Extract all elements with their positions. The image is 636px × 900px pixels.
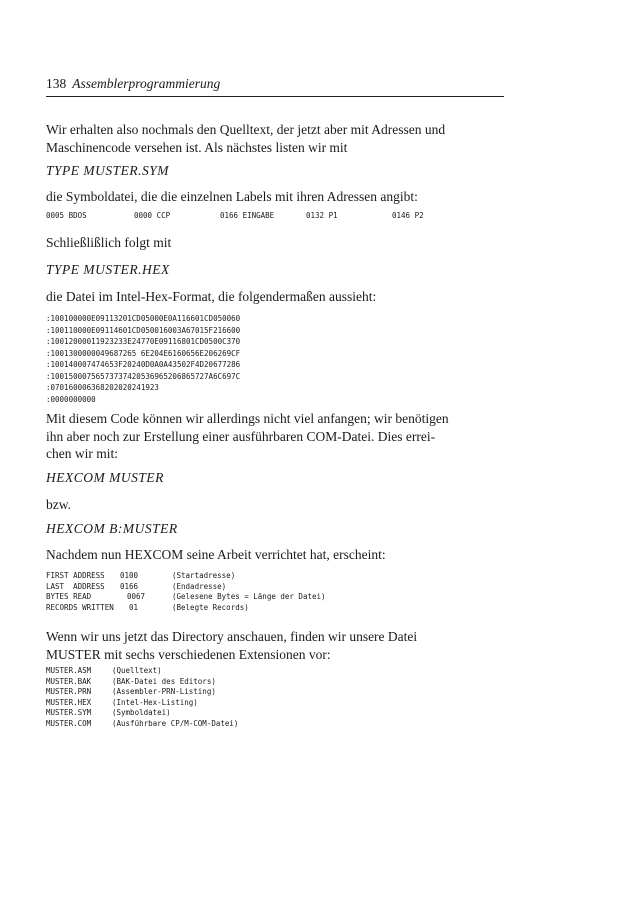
symbol-label: EINGABE [242, 211, 275, 220]
symbol-label: CCP [156, 211, 171, 220]
symbol-label: P1 [328, 211, 338, 220]
file-description: (Intel-Hex-Listing) [112, 697, 198, 707]
output-name: FIRST ADDRESS [46, 571, 105, 580]
file-description: (BAK-Datei des Editors) [112, 676, 216, 686]
output-value: 0067 [127, 592, 146, 601]
page-header [46, 76, 504, 92]
symbol-label: P2 [414, 211, 424, 220]
hex-description: die Datei im Intel-Hex-Format, die folgendermaßen aussieht: [46, 289, 377, 304]
hex-line: :1001300000049687265 6E204E6160656E206269CF [46, 348, 241, 358]
text-line: Wenn wir uns jetzt das Directory anschauen, finden wir unsere Datei [46, 629, 418, 644]
command-type-sym: TYPE MUSTER.SYM [46, 163, 170, 178]
text-line: Wir erhalten also nochmals den Quelltext, der jetzt aber mit Adressen und [46, 122, 446, 137]
hex-line: :100110000E09114601CD050016003A67015F216600 [46, 325, 241, 335]
after-hexcom-text: Nachdem nun HEXCOM seine Arbeit verrichtet hat, erscheint: [46, 547, 386, 562]
text-line: chen wir mit: [46, 446, 118, 461]
sym-description: die Symboldatei, die die einzelnen Labels mit ihren Adressen angibt: [46, 189, 418, 204]
output-name: BYTES READ [46, 592, 92, 601]
chapter-title: Assemblerprogrammierung [72, 76, 221, 91]
hex-line: :10012000011923233E24770E09116801CD0500C370 [46, 337, 241, 346]
file-description: (Quelltext) [112, 666, 162, 675]
symbol-entry [392, 211, 424, 220]
hex-listing [46, 313, 240, 405]
file-name: MUSTER.HEX [46, 697, 92, 707]
file-description: (Ausführbare CP/M-COM-Datei) [112, 718, 239, 728]
symbol-address: 0166 [220, 211, 239, 220]
file-name: MUSTER.COM [46, 718, 92, 728]
command-type-hex: TYPE MUSTER.HEX [46, 262, 170, 277]
hex-line: :10015000756573737420536965206865727A6C697C [46, 371, 241, 381]
text-line: ihn aber noch zur Erstellung einer ausführbaren COM-Datei. Dies errei- [46, 428, 436, 444]
symbol-entry [46, 211, 87, 220]
header-rule [46, 96, 504, 97]
text-line: Maschinencode versehen ist. Als nächstes listen wir mit [46, 139, 348, 155]
hex-line: :070160006368202020241923 [46, 383, 159, 392]
symbol-address: 0000 [134, 211, 153, 220]
output-value: 0166 [120, 581, 139, 591]
code-paragraph [46, 410, 504, 463]
output-note: (Endadresse) [172, 581, 227, 591]
text-line: MUSTER mit sechs verschiedenen Extensionen vor: [46, 646, 331, 662]
command-hexcom: HEXCOM MUSTER [46, 470, 164, 485]
symbol-address: 0146 [392, 211, 411, 220]
output-name: LAST ADDRESS [46, 581, 105, 591]
symbol-address: 0132 [306, 211, 325, 220]
symbol-entry [134, 211, 170, 220]
file-name: MUSTER.BAK [46, 676, 92, 686]
output-name: RECORDS WRITTEN [46, 602, 114, 612]
command-hexcom-b: HEXCOM B:MUSTER [46, 521, 178, 536]
output-note: (Startadresse) [172, 571, 236, 580]
file-name: MUSTER.ASM [46, 666, 92, 675]
file-name: MUSTER.PRN [46, 687, 92, 696]
output-note: (Belegte Records) [172, 602, 249, 612]
file-description: (Assembler-PRN-Listing) [112, 687, 216, 696]
output-value: 01 [129, 602, 139, 612]
finally-line: Schließlißlich folgt mit [46, 235, 172, 250]
bzw-text: bzw. [46, 497, 71, 512]
file-description: (Symboldatei) [112, 708, 171, 717]
page-number: 138 [46, 76, 67, 91]
output-note: (Gelesene Bytes = Länge der Datei) [172, 592, 326, 601]
symbol-entry [220, 211, 274, 220]
directory-paragraph [46, 628, 504, 663]
output-value: 0100 [120, 571, 139, 580]
symbol-label: BDOS [68, 211, 87, 220]
text-line: Mit diesem Code können wir allerdings nicht viel anfangen; wir benötigen [46, 411, 449, 426]
hex-line: :0000000000 [46, 394, 96, 404]
hex-line: :100140007474653F20240D0A0A43502F4D20677286 [46, 360, 241, 369]
hex-line: :100100000E09113201CD05000E0A116601CD050060 [46, 314, 241, 323]
intro-paragraph [46, 121, 504, 156]
symbol-address: 0005 [46, 211, 65, 220]
symbol-entry [306, 211, 338, 220]
file-name: MUSTER.SYM [46, 708, 92, 717]
